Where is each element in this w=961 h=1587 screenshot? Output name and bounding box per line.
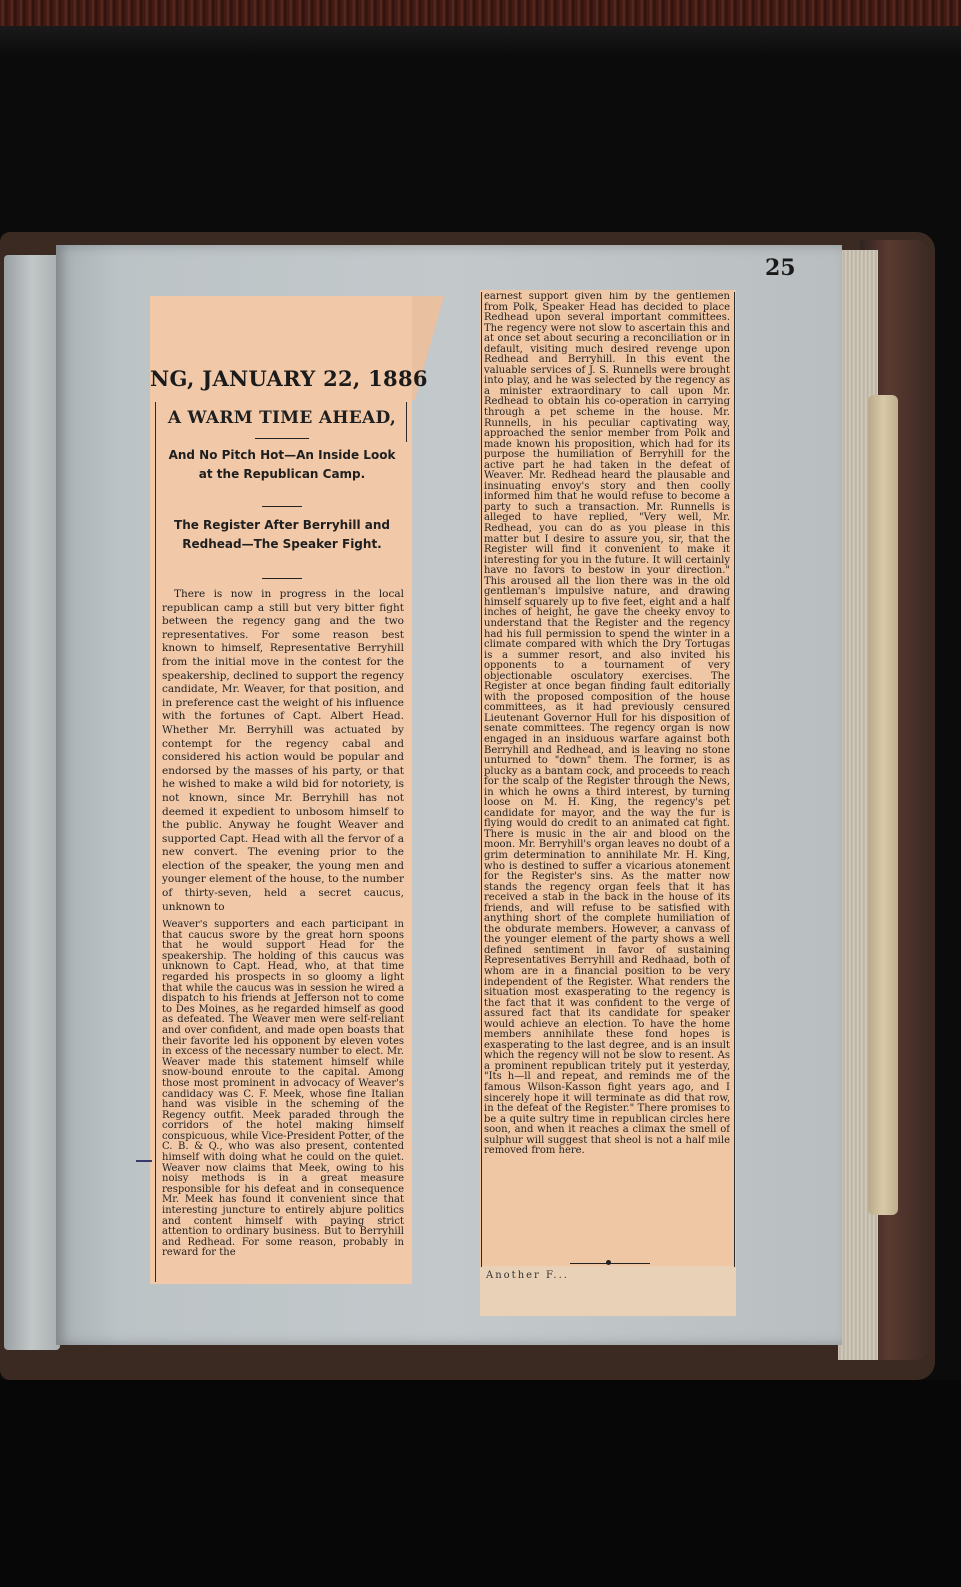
body-rule xyxy=(262,578,302,579)
trailing-fragment: Another F... xyxy=(486,1270,569,1281)
right-clipping-column xyxy=(484,292,734,1267)
dateline: NG, JANUARY 22, 1886 xyxy=(150,366,428,391)
column-rule xyxy=(481,292,482,1267)
subhead-1: And No Pitch Hot—An Inside Look at the Republican Camp. xyxy=(168,448,396,481)
left-clipping-column xyxy=(152,400,410,1284)
column-rule xyxy=(406,402,407,442)
article-continuation: earnest support given him by the gentlemen from Polk, Speaker Head has decided to place Redhead upon several important committees. The regency were not slow to ascertain this and at once set about securing a reconciliation or in default, visiting much desired revenge upon Redhead and Berryhill. In this event the valuable services of J. S. Runnells were brought into play, and he was selected by the regency as a minister extraordinary to call upon Mr. Redhead to obtain his co-operation in carrying through a pet scheme in the house. Mr. Runnells, in his peculiar captivating way, approached the senior member from Polk and made known his proposition, which had for its purpose the humiliation of Berryhill for the active part he had taken in the defeat of Weaver. Mr. Redhead heard the plausable and insinuating envoy's story and then coolly informed him that he would refuse to become a party to such a transaction. Mr. Runnells is alleged to have replied, "Very well, Mr. Redhead, you can do as you please in this matter but I desire to assure you, sir, that the Register will find it convenient to make it interesting for you in the future. It will certainly have no favors to bestow in your direction." This aroused all the lion there was in the old gentleman's impulsive nature, and drawing himself squarely up to five feet, eight and a half inches of height, he gave the cheeky envoy to understand that the Register and the regency had his full permission to spend the winter in a climate compared with which the Dry Tortugas is a summer resort, and also invited his opponents to a tournament of very objectionable osculatory exercises. The Register at once began finding fault editorially with the proposed composition of the house committees, as it had previously censured Lieutenant Governor Hull for his disposition of senate committees. The regency organ is now engaged in an insiduous warfare against both Berryhill and Redhead, and is leaving no stone unturned to "down" them. The former, is as plucky as a bantam cock, and proceeds to reach for the scalp of the Register through the News, in which he owns a third interest, by turning loose on M. H. King, the regency's pet candidate for mayor, and the way the fur is flying would do credit to an animated cat fight. There is music in the air and blood on the moon. Mr. Berryhill's organ leaves no doubt of a grim determination to annihilate Mr. H. King, who is destined to suffer a vicarious atonement for the Register's sins. As the matter now stands the regency organ feels that it has received a stab in the back in the house of its friends, and will refuse to be satisfied with anything short of the complete humiliation of the obdurate members. However, a canvass of the younger element of the party shows a well defined sentiment in favor of sustaining Representatives Berryhill and Redhaad, both of whom are in a financial position to be very independent of the Register. What renders the situation most exasperating to the regency is the fact that it was confident to the verge of assured fact that its candidate for speaker would achieve an election. To have the home members annihilate these fond hopes is exasperating to the last degree, and is an insult which the regency will not be slow to resent. As a prominent republican tritely put it yesterday, "Its h—ll and repeat, and reminds me of the famous Wilson-Kasson fight years ago, and I sincerely hope it will terminate as did that row, in the defeat of the Register." There promises to be a quite sultry time in republican circles here soon, and when it reaches a climax the smell of sulphur will suggest that sheol is not a half mile removed from here. xyxy=(484,292,730,1157)
end-dot xyxy=(606,1260,611,1265)
top-border-strip xyxy=(0,0,961,28)
column-rule xyxy=(734,292,735,1267)
column-rule xyxy=(155,402,156,1282)
article-body-large: There is now in progress in the local republican camp a still but very bitter fight between the regency gang and the two representatives. For some reason best known to himself, Representative Berryhill from the initial move in the contest for the speakership, declined to support the regency candidate, Mr. Weaver, for that position, and in preference cast the weight of his influence with the fortunes of Capt. Albert Head. Whether Mr. Berryhill was actuated by contempt for the regency cabal and considered his action would be popular and endorsed by the masses of his party, or that he wished to make a wild bid for notoriety, is not known, since Mr. Berryhill has not deemed it expedient to unbosom himself to the public. Anyway he fought Weaver and supported Capt. Head with all the fervor of a new convert. The evening prior to the election of the speaker, the young men and younger element of the house, to the number of thirty-seven, held a secret caucus, unknown to xyxy=(162,588,404,913)
article-body-small: Weaver's supporters and each participant in that caucus swore by the great horn spoons that he would support Head for the speakership. The holding of this caucus was unknown to Capt. Head, who, at that time regarded his prospects in so gloomy a light that while the caucus was in session he wired a dispatch to his friends at Jefferson not to come to Des Moines, as he regarded himself as good as defeated. The Weaver men were self-reliant and over confident, and made open boasts that their favorite led his opponent by eleven votes in excess of the necessary number to elect. Mr. Weaver made this statement himself while snow-bound enroute to the capital. Among those most prominent in advocacy of Weaver's candidacy was C. F. Meek, whose fine Italian hand was visible in the scheming of the Regency outfit. Meek paraded through the corridors of the hotel making himself conspicuous, while Vice-President Potter, of the C. B. & Q., who was also present, contented himself with doing what he could on the quiet. Weaver now claims that Meek, owing to his noisy methods is in a great measure responsible for his defeat and in consequence Mr. Meek has found it convenient since that interesting juncture to entirely abjure politics and content himself with paying strict attention to ordinary business. But to Berryhill and Redhead. For some reason, probably in reward for the xyxy=(162,920,404,1259)
protruding-clipping-edge xyxy=(868,395,898,1215)
pen-mark xyxy=(136,1160,152,1162)
page-number: 25 xyxy=(765,255,796,281)
headline: A WARM TIME AHEAD, xyxy=(167,408,397,428)
subhead-2: The Register After Berryhill and Redhead—The Speaker Fight. xyxy=(174,518,390,551)
bottom-background xyxy=(0,1380,961,1587)
subhead-rule xyxy=(262,506,302,507)
left-page-flap xyxy=(4,255,60,1350)
headline-rule xyxy=(255,438,309,439)
